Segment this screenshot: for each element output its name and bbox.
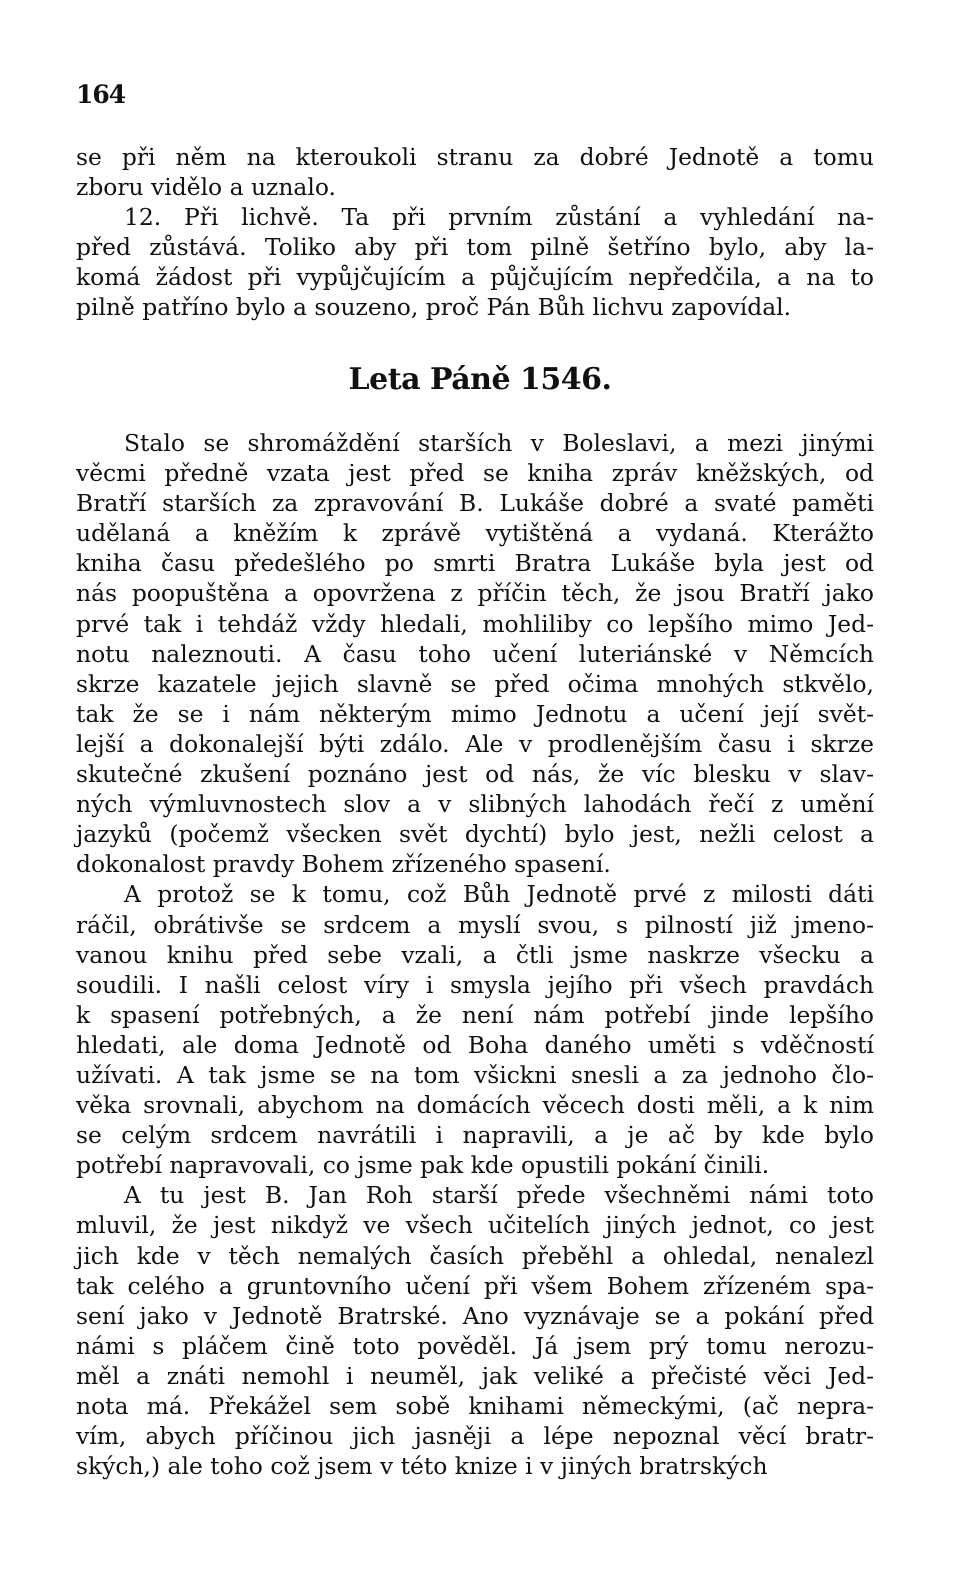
text-line: jazyků (počemž všecken svět dychtí) bylo jest, nežli celost a bbox=[76, 820, 874, 849]
text-line: nota má. Překážel sem sobě knihami německými, (ač nepra- bbox=[76, 1392, 874, 1420]
text-line: věcmi předně vzata jest před se kniha zpráv kněžských, od bbox=[76, 459, 874, 488]
text-line: dokonalost pravdy Bohem zřízeného spasení. bbox=[76, 850, 611, 879]
text-line: se celým srdcem navrátili i napravili, a je ač by kde bylo bbox=[76, 1121, 874, 1150]
text-line: námi s pláčem čině toto pověděl. Já jsem prý tomu nerozu- bbox=[76, 1331, 874, 1360]
text-line: hledati, ale doma Jednotě od Boha daného uměti s vděčností bbox=[76, 1030, 874, 1059]
text-line: sení jako v Jednotě Bratrské. Ano vyznávaje se a pokání před bbox=[76, 1301, 874, 1330]
text-line: udělaná a kněžím k zprávě vytištěná a vydaná. Kterážto bbox=[76, 519, 874, 548]
text-line: Bratří starších za zpravování B. Lukáše dobré a svaté paměti bbox=[76, 489, 874, 518]
text-line: soudili. I našli celost víry i smysla jejího při všech pravdách bbox=[76, 970, 874, 999]
text-line: užívati. A tak jsme se na tom všickni snesli a za jednoho člo- bbox=[76, 1060, 874, 1089]
text-line: nás poopuštěna a opovržena z příčin těch, že jsou Bratří jako bbox=[76, 579, 874, 608]
text-line: vím, abych příčinou jich jasněji a lépe nepoznal věcí bratr- bbox=[76, 1422, 874, 1451]
text-line: skrze kazatele jejich slavně se před očima mnohých stkvělo, bbox=[76, 669, 874, 698]
text-line: lejší a dokonalejší býti zdálo. Ale v prodlenějším času i skrze bbox=[76, 729, 874, 758]
text-line: prvé tak i tehdáž vždy hledali, mohliliby co lepšího mimo Jed- bbox=[76, 609, 874, 638]
text-line: skutečné zkušení poznáno jest od nás, že víc blesku v slav- bbox=[76, 760, 874, 789]
text-line: před zůstává. Toliko aby při tom pilně šetříno bylo, aby la- bbox=[76, 233, 874, 262]
text-line: pilně patříno bylo a souzeno, proč Pán Bůh lichvu zapovídal. bbox=[76, 293, 792, 322]
text-line: věka srovnali, abychom na domácích věcech dosti měli, a k nim bbox=[76, 1091, 874, 1120]
text-line: ráčil, obrátivše se srdcem a myslí svou, s pilností již jmeno- bbox=[76, 910, 874, 939]
text-line: Stalo se shromáždění starších v Boleslavi, a mezi jinými bbox=[124, 429, 874, 457]
text-line: zboru vidělo a uznalo. bbox=[76, 173, 336, 202]
text-line: A tu jest B. Jan Roh starší přede všechněmi námi toto bbox=[124, 1181, 874, 1210]
text-line: A protož se k tomu, což Bůh Jednotě prvé z milosti dáti bbox=[124, 880, 874, 909]
text-line: ných výmluvnostech slov a v slibných lahodách řečí z umění bbox=[76, 790, 874, 819]
text-line: k spasení potřebných, a že není nám potřebí jinde lepšího bbox=[76, 1000, 874, 1029]
page-number: 164 bbox=[76, 80, 126, 109]
text-line: jich kde v těch nemalých časích přeběhl a ohledal, nenalezl bbox=[76, 1241, 874, 1270]
text-line: notu naleznouti. A času toho učení luteriánské v Němcích bbox=[76, 639, 874, 668]
text-line: kniha času předešlého po smrti Bratra Lukáše byla jest od bbox=[76, 549, 874, 578]
paragraph-block-main bbox=[76, 428, 874, 1481]
text-line: vanou knihu před sebe vzali, a čtli jsme naskrze všecku a bbox=[76, 940, 874, 969]
text-line: potřebí napravovali, co jsme pak kde opustili pokání činili. bbox=[76, 1151, 770, 1180]
paragraph-block-top bbox=[76, 142, 874, 323]
text-line: měl a znáti nemohl i neuměl, jak veliké a přečisté věci Jed- bbox=[76, 1361, 874, 1390]
text-line: se při něm na kteroukoli stranu za dobré Jednotě a tomu bbox=[76, 143, 874, 171]
text-line: tak že se i nám některým mimo Jednotu a učení její svět- bbox=[76, 699, 874, 728]
section-heading: Leta Páně 1546. bbox=[348, 362, 612, 397]
text-line: mluvil, že jest nikdyž ve všech učitelích jiných jednot, co jest bbox=[76, 1211, 874, 1240]
text-line: ských,) ale toho což jsem v této knize i v jiných bratrských bbox=[76, 1452, 768, 1481]
text-line: komá žádost při vypůjčujícím a půjčujícím nepředčila, a na to bbox=[76, 263, 874, 292]
text-line: tak celého a gruntovního učení při všem Bohem zřízeném spa- bbox=[76, 1271, 874, 1300]
text-line: 12. Při lichvě. Ta při prvním zůstání a vyhledání na- bbox=[124, 203, 874, 232]
